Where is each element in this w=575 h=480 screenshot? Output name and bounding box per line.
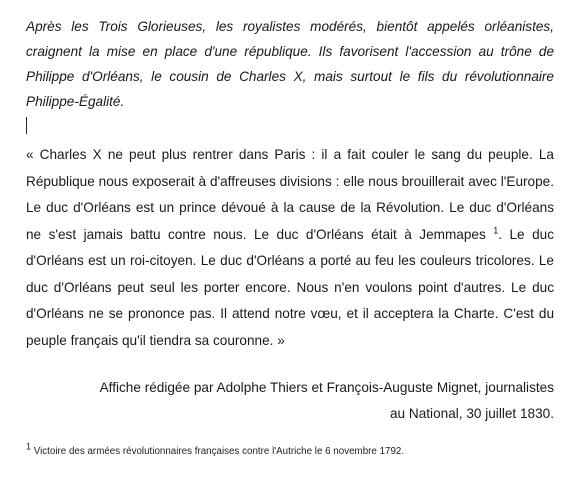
footnote-text: Victoire des armées révolutionnaires françaises contre l'Autriche le 6 novembre 1792. — [33, 446, 405, 457]
document-body — [26, 14, 554, 459]
intro-paragraph: Après les Trois Glorieuses, les royalistes modérés, bientôt appelés orléanistes, craignent la mise en place d'une république. Ils favorisent l'accession au trône de Philippe d'Orléans, le cousin de Charles X, mais surtout le fils du révolutionnaire Philippe-Égalité. — [26, 19, 554, 109]
footnote-reference[interactable]: 1 — [493, 224, 499, 235]
quote-paragraph — [26, 142, 554, 354]
footnote — [26, 441, 554, 459]
empty-line[interactable] — [26, 114, 554, 140]
footnote-number: 1 — [26, 441, 32, 452]
source-attribution: Affiche rédigée par Adolphe Thiers et François-Auguste Mignet, journalistes au National, 30 juillet 1830. — [99, 380, 554, 421]
quote-text-part-2: . Le duc d'Orléans est un roi-citoyen. Le duc d'Orléans a porté au feu les couleurs tricolores. Le duc d'Orléans peut seul les porter encore. Nous n'en voulons point d'autres. Le duc d'Orléans ne se prononce pas. Il attend notre vœu, et il acceptera la Charte. C'est du peuple français qu'il tiendra sa couronne. » — [26, 226, 554, 348]
quote-text-part-1: « Charles X ne peut plus rentrer dans Paris : il a fait couler le sang du peuple. La République nous exposerait à d'affreuses divisions : elle nous brouillerait avec l'Europe. Le duc d'Orléans est un prince dévoué à la cause de la Révolution. Le duc d'Orléans ne s'est jamais battu contre nous. Le duc d'Orléans était à Jemmapes — [26, 147, 554, 242]
text-cursor — [26, 117, 27, 134]
